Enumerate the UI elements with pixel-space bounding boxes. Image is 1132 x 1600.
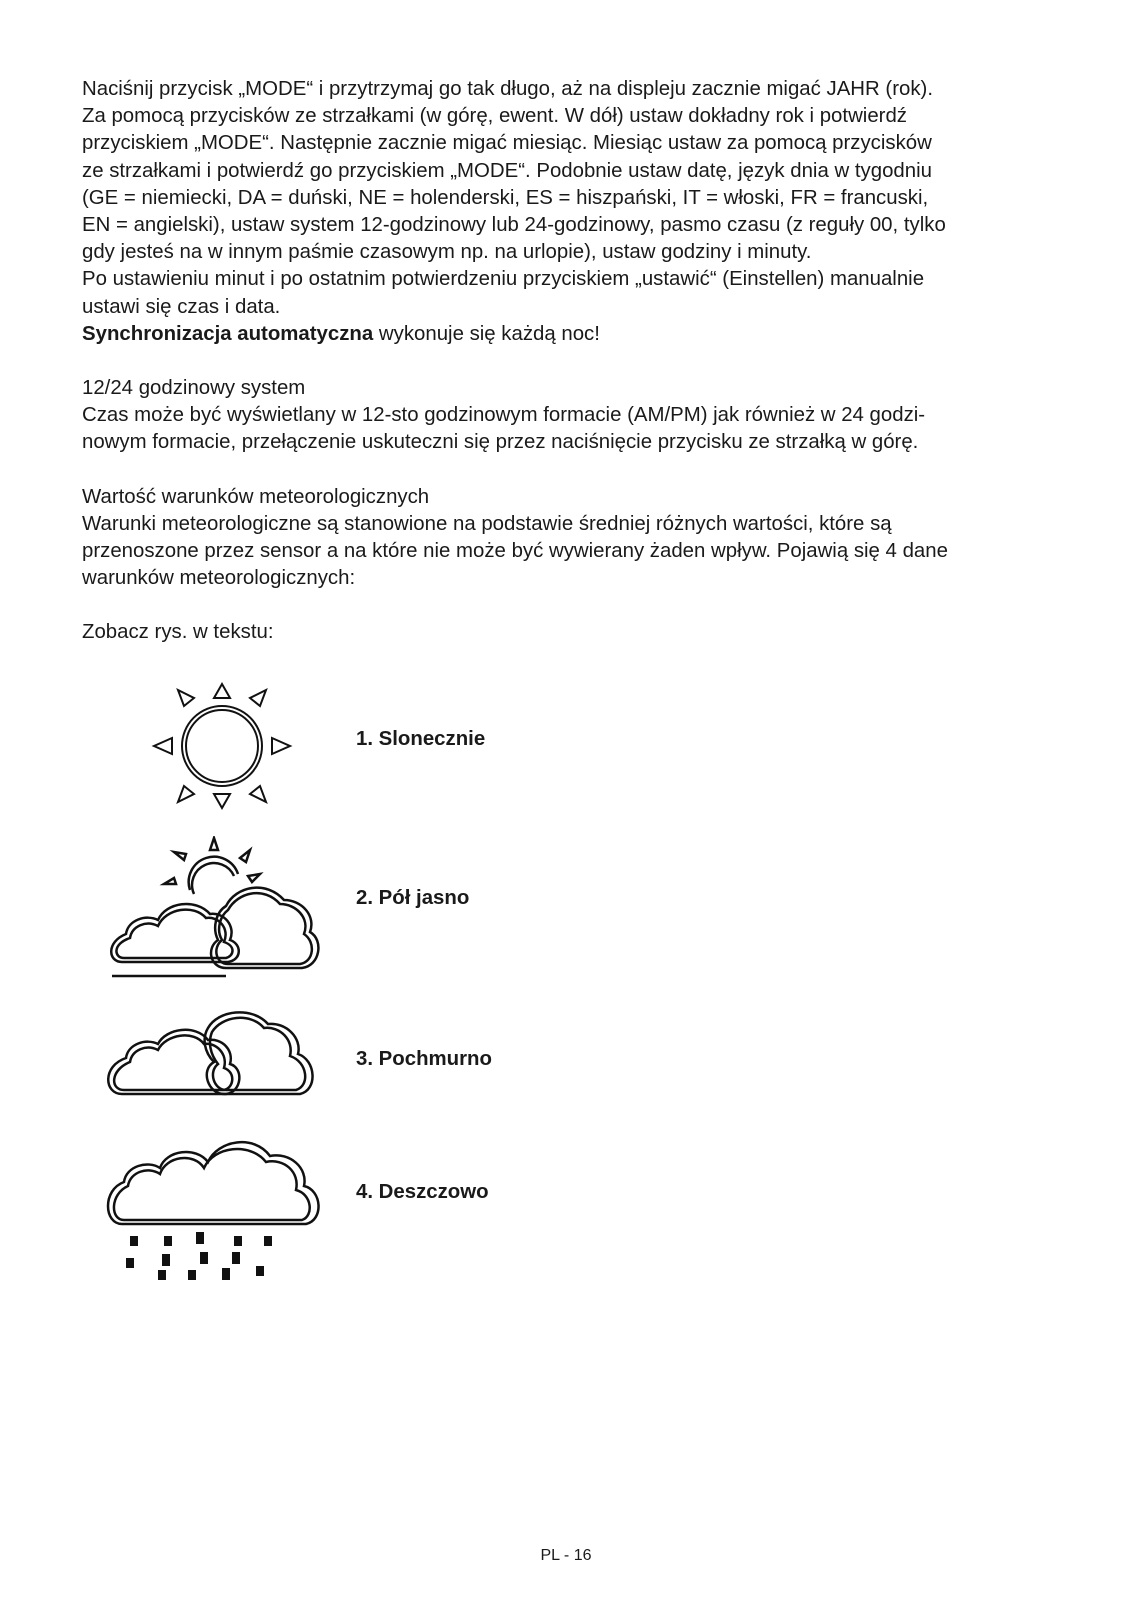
- sync-bold-text: Synchronizacja automatyczna: [82, 322, 374, 345]
- page-number: PL - 16: [540, 1547, 592, 1564]
- heading-weather: Wartość warunków meteorologicznych: [82, 485, 430, 508]
- legend-label-1: 1. Slonecznie: [356, 728, 486, 750]
- partly-cloudy-icon: [106, 836, 328, 984]
- paragraph-setup: Naciśnij przycisk „MODE“ i przytrzymaj go tak długo, aż na displeju zacznie migać JAHR (rok). Za pomocą przycisków ze strzałkami (w górę, ewent. W dół) ustaw dokładny rok i potwierdź przyciskiem „MODE“. Następnie zacznie migać miesiąc. Miesiąc ustaw za pomocą przycisków ze strzałkami i potwierdź go przyciskiem „MODE“. Podobnie ustaw datę, język dnia w tygodniu (GE = niemiecki, DA = duński, NE = holenderski, ES = hiszpański, IT = włoski, FR = francuski, EN = angielski), ustaw system 12-godzinowy lub 24-godzinowy, pasmo czasu (z reguły 00, tylko gdy jesteś na w innym paśmie czasowym np. na urlopie), ustaw godziny i minuty. Po ustawieniu minut i po ostatnim potwierdzeniu przyciskiem „ustawić“ (Einstellen) manualnie ustawi się czas i data.: [82, 78, 946, 318]
- sun-icon: [148, 680, 296, 810]
- legend-label-4: 4. Deszczowo: [356, 1181, 489, 1203]
- paragraph-12-24: Czas może być wyświetlany w 12-sto godzinowym formacie (AM/PM) jak również w 24 godzi- nowym formacie, przełączenie uskuteczni się przez naciśnięcie przycisku ze strzałką w górę.: [82, 404, 926, 454]
- legend-label-3: 3. Pochmurno: [356, 1048, 492, 1070]
- paragraph-sync: [82, 321, 1072, 348]
- legend-label-2: 2. Pół jasno: [356, 887, 470, 909]
- sync-rest-text: wykonuje się każdą noc!: [373, 322, 600, 345]
- paragraph-see-figure: Zobacz rys. w tekstu:: [82, 621, 274, 644]
- cloudy-icon: [104, 1000, 330, 1110]
- document-body: [82, 76, 1072, 647]
- heading-12-24: 12/24 godzinowy system: [82, 377, 306, 400]
- rain-icon: [104, 1132, 330, 1290]
- paragraph-weather: Warunki meteorologiczne są stanowione na podstawie średniej różnych wartości, które są przenoszone przez sensor a na które nie może być wywierany żaden wpływ. Pojawią się 4 dane warunków meteorologicznych:: [82, 512, 948, 590]
